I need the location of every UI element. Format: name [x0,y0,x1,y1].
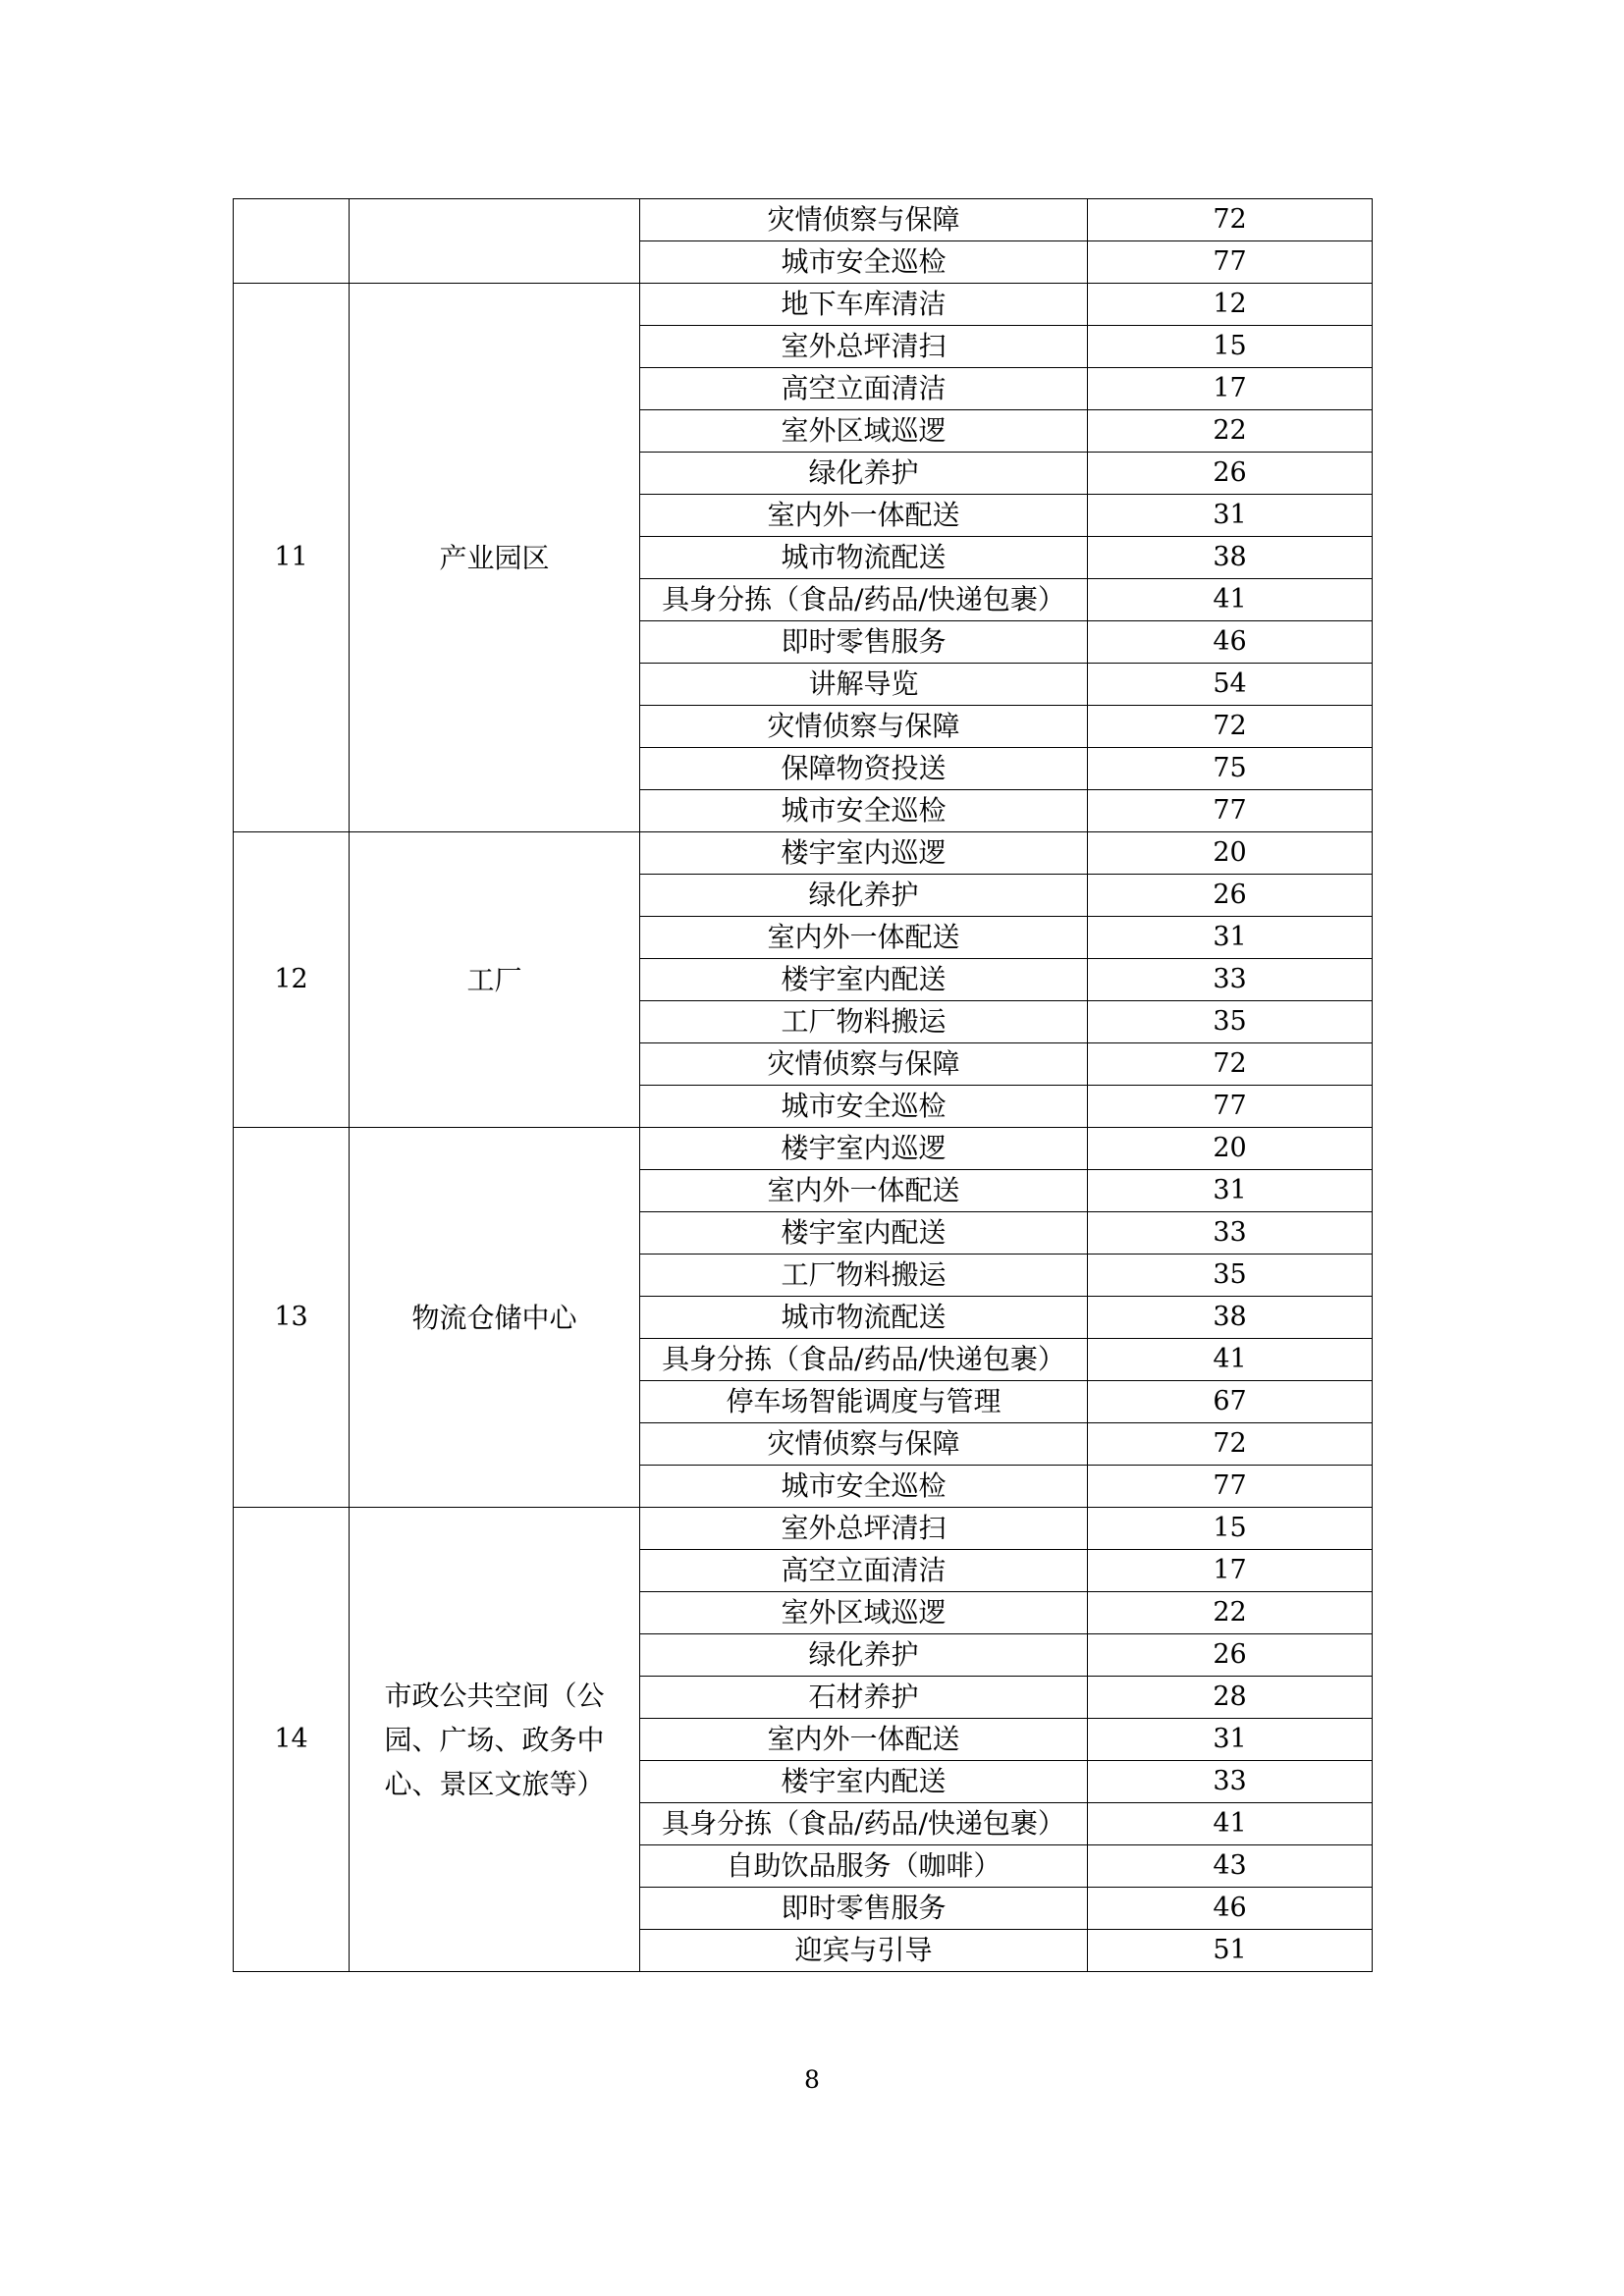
service-name-cell: 室外区域巡逻 [640,410,1088,453]
scenario-name-cell [350,199,640,284]
table-body [234,199,1373,1972]
service-name-cell: 即时零售服务 [640,621,1088,664]
service-name-cell: 楼宇室内巡逻 [640,832,1088,875]
service-code-cell: 35 [1088,1255,1373,1297]
service-name-cell: 绿化养护 [640,1634,1088,1677]
service-code-cell: 33 [1088,959,1373,1001]
group-number-cell: 13 [234,1128,350,1508]
scenario-service-table [233,198,1373,1972]
service-code-cell: 75 [1088,748,1373,790]
service-name-cell: 自助饮品服务（咖啡） [640,1845,1088,1888]
service-code-cell: 31 [1088,1719,1373,1761]
service-code-cell: 77 [1088,1466,1373,1508]
service-name-cell: 城市安全巡检 [640,1086,1088,1128]
service-code-cell: 38 [1088,1297,1373,1339]
service-name-cell: 绿化养护 [640,453,1088,495]
service-name-cell: 工厂物料搬运 [640,1255,1088,1297]
table-row [234,1128,1373,1170]
service-name-cell: 具身分拣（食品/药品/快递包裹） [640,1339,1088,1381]
group-number-cell: 12 [234,832,350,1128]
service-name-cell: 停车场智能调度与管理 [640,1381,1088,1423]
service-code-cell: 41 [1088,1339,1373,1381]
service-name-cell: 城市安全巡检 [640,1466,1088,1508]
service-code-cell: 51 [1088,1930,1373,1972]
service-name-cell: 具身分拣（食品/药品/快递包裹） [640,579,1088,621]
table-row [234,1508,1373,1550]
service-name-cell: 保障物资投送 [640,748,1088,790]
scenario-name-cell: 物流仓储中心 [350,1128,640,1508]
service-name-cell: 室内外一体配送 [640,1719,1088,1761]
service-code-cell: 41 [1088,579,1373,621]
service-name-cell: 灾情侦察与保障 [640,199,1088,241]
service-code-cell: 22 [1088,410,1373,453]
service-name-cell: 楼宇室内巡逻 [640,1128,1088,1170]
service-code-cell: 20 [1088,1128,1373,1170]
service-name-cell: 室内外一体配送 [640,495,1088,537]
service-code-cell: 41 [1088,1803,1373,1845]
service-code-cell: 72 [1088,706,1373,748]
group-number-cell [234,199,350,284]
service-code-cell: 22 [1088,1592,1373,1634]
service-code-cell: 72 [1088,199,1373,241]
group-number-cell: 11 [234,284,350,832]
service-code-cell: 26 [1088,875,1373,917]
scenario-name-cell: 工厂 [350,832,640,1128]
service-name-cell: 高空立面清洁 [640,1550,1088,1592]
service-code-cell: 17 [1088,1550,1373,1592]
scenario-name-cell: 产业园区 [350,284,640,832]
service-code-cell: 72 [1088,1043,1373,1086]
service-code-cell: 26 [1088,1634,1373,1677]
service-name-cell: 城市安全巡检 [640,790,1088,832]
page-number: 8 [804,2065,820,2094]
service-name-cell: 楼宇室内配送 [640,1761,1088,1803]
service-code-cell: 54 [1088,664,1373,706]
service-code-cell: 31 [1088,495,1373,537]
table-row [234,199,1373,241]
service-code-cell: 20 [1088,832,1373,875]
service-name-cell: 讲解导览 [640,664,1088,706]
service-name-cell: 灾情侦察与保障 [640,1423,1088,1466]
service-name-cell: 城市物流配送 [640,1297,1088,1339]
service-code-cell: 43 [1088,1845,1373,1888]
table-row [234,284,1373,326]
service-code-cell: 33 [1088,1212,1373,1255]
service-name-cell: 高空立面清洁 [640,368,1088,410]
service-code-cell: 77 [1088,790,1373,832]
service-code-cell: 15 [1088,326,1373,368]
service-code-cell: 33 [1088,1761,1373,1803]
service-name-cell: 楼宇室内配送 [640,959,1088,1001]
service-name-cell: 灾情侦察与保障 [640,1043,1088,1086]
service-name-cell: 迎宾与引导 [640,1930,1088,1972]
service-name-cell: 具身分拣（食品/药品/快递包裹） [640,1803,1088,1845]
service-code-cell: 77 [1088,1086,1373,1128]
service-name-cell: 灾情侦察与保障 [640,706,1088,748]
service-name-cell: 即时零售服务 [640,1888,1088,1930]
service-name-cell: 石材养护 [640,1677,1088,1719]
service-name-cell: 室内外一体配送 [640,1170,1088,1212]
service-code-cell: 31 [1088,1170,1373,1212]
service-name-cell: 工厂物料搬运 [640,1001,1088,1043]
service-name-cell: 城市安全巡检 [640,241,1088,284]
service-code-cell: 28 [1088,1677,1373,1719]
service-code-cell: 77 [1088,241,1373,284]
service-code-cell: 31 [1088,917,1373,959]
table-row [234,832,1373,875]
service-name-cell: 绿化养护 [640,875,1088,917]
service-code-cell: 35 [1088,1001,1373,1043]
service-name-cell: 室外区域巡逻 [640,1592,1088,1634]
service-code-cell: 46 [1088,1888,1373,1930]
service-name-cell: 室外总坪清扫 [640,326,1088,368]
service-name-cell: 地下车库清洁 [640,284,1088,326]
service-code-cell: 46 [1088,621,1373,664]
service-code-cell: 67 [1088,1381,1373,1423]
service-name-cell: 城市物流配送 [640,537,1088,579]
service-code-cell: 72 [1088,1423,1373,1466]
service-name-cell: 楼宇室内配送 [640,1212,1088,1255]
service-name-cell: 室外总坪清扫 [640,1508,1088,1550]
service-code-cell: 38 [1088,537,1373,579]
service-code-cell: 15 [1088,1508,1373,1550]
group-number-cell: 14 [234,1508,350,1972]
service-code-cell: 17 [1088,368,1373,410]
service-code-cell: 12 [1088,284,1373,326]
scenario-name-cell: 市政公共空间（公园、广场、政务中心、景区文旅等） [350,1508,640,1972]
service-name-cell: 室内外一体配送 [640,917,1088,959]
service-code-cell: 26 [1088,453,1373,495]
